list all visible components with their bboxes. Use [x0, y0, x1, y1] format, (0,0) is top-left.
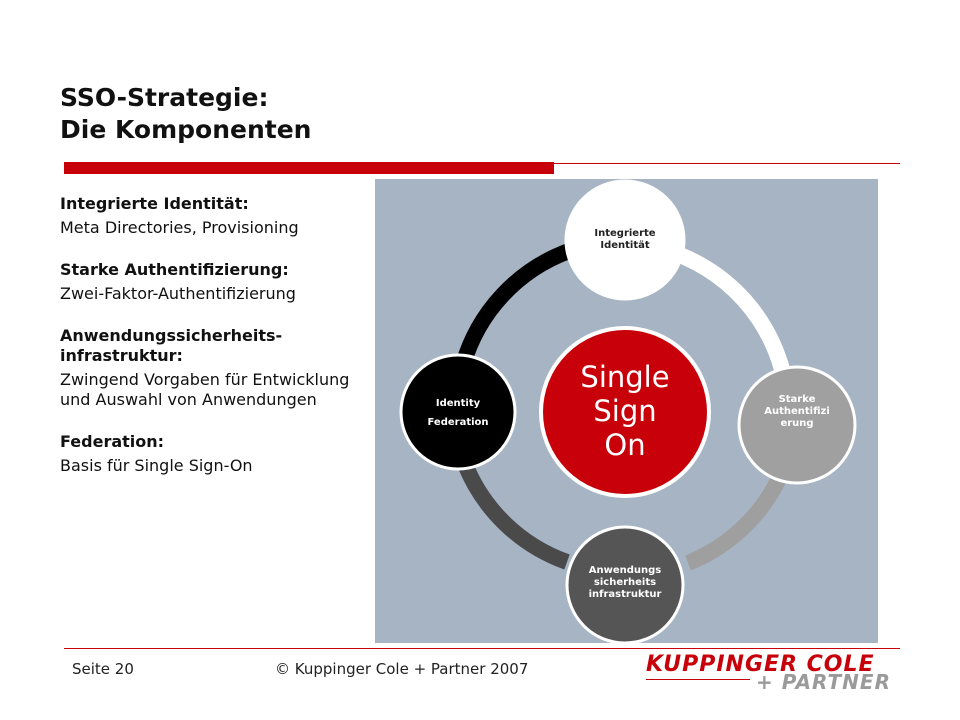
section-strong-authentication: [60, 260, 360, 304]
ring-segment-left-top: [463, 251, 569, 365]
node-bottom-label-2: sicherheits: [593, 577, 657, 588]
page-number: Seite 20: [72, 660, 134, 678]
component-list: [60, 194, 360, 498]
company-logo: [646, 652, 896, 692]
copyright-text: © Kuppinger Cole + Partner 2007: [275, 660, 529, 678]
node-bottom-label-3: infrastruktur: [588, 589, 662, 600]
section-text: Zwingend Vorgaben für Entwicklung und Auswahl von Anwendungen: [60, 370, 350, 409]
sso-cycle-svg: [375, 179, 878, 643]
node-right-label-2: Authentifizi: [764, 406, 830, 417]
section-application-security: [60, 326, 360, 410]
section-text: Meta Directories, Provisioning: [60, 218, 299, 237]
center-label-3: On: [604, 428, 646, 462]
title-line-2: Die Komponenten: [60, 115, 312, 144]
node-identity-federation: [401, 355, 515, 469]
node-right-label-3: erung: [780, 418, 814, 429]
section-text: Basis für Single Sign-On: [60, 456, 253, 475]
section-heading: Federation:: [60, 432, 165, 451]
node-top-label-1: Integrierte: [594, 228, 656, 239]
logo-line-1: KUPPINGER COLE: [646, 652, 875, 677]
title-accent-bar: [64, 162, 554, 174]
node-right-label-1: Starke: [778, 394, 816, 405]
section-integrated-identity: [60, 194, 360, 238]
section-heading: Anwendungssicherheits-infrastruktur:: [60, 326, 283, 365]
section-heading: Starke Authentifizierung:: [60, 260, 289, 279]
logo-line-2: + PARTNER: [756, 670, 891, 694]
center-label-2: Sign: [593, 394, 657, 428]
node-left-label-1: Identity: [435, 398, 481, 409]
title-line-1: SSO-Strategie:: [60, 83, 269, 112]
section-federation: [60, 432, 360, 476]
logo-underline: [646, 679, 750, 680]
section-text: Zwei-Faktor-Authentifizierung: [60, 284, 296, 303]
sso-cycle-diagram: [375, 179, 878, 643]
node-top-label-2: Identität: [600, 240, 650, 251]
node-bottom-label-1: Anwendungs: [588, 565, 662, 576]
section-heading: Integrierte Identität:: [60, 194, 249, 213]
footer-divider-line: [64, 648, 900, 649]
ring-segment-bottom-left: [465, 464, 567, 562]
node-left-label-2: Federation: [427, 417, 489, 428]
center-label-1: Single: [580, 360, 670, 394]
page-title: [60, 82, 311, 146]
